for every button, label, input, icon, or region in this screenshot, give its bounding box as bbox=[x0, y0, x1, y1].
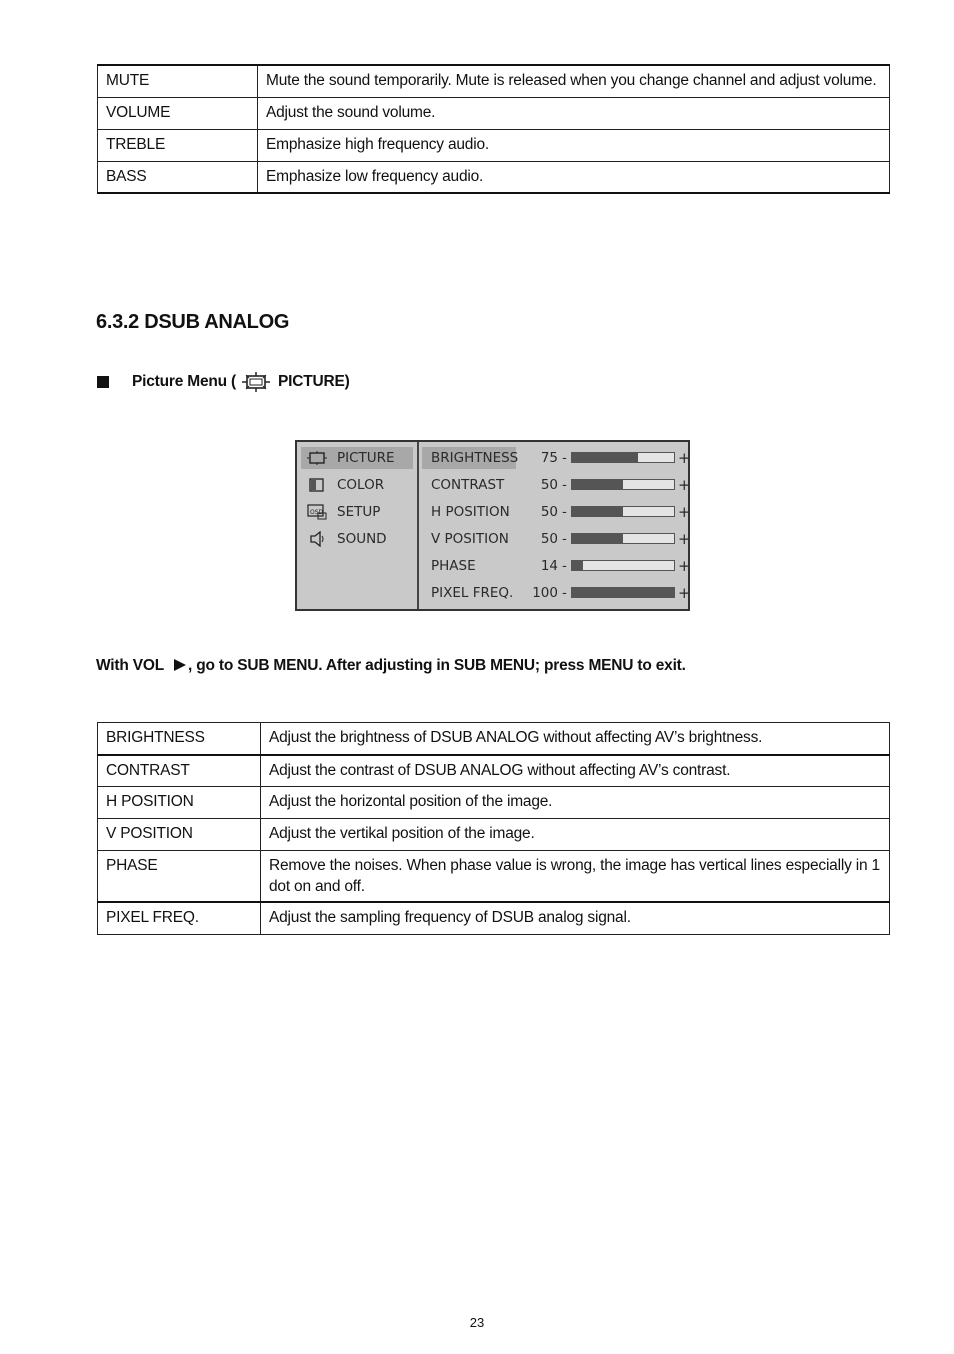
bullet-square-icon bbox=[97, 376, 109, 388]
speaker-icon bbox=[307, 531, 327, 547]
osd-menu-item-picture[interactable] bbox=[301, 447, 413, 469]
setting-description: Emphasize high frequency audio. bbox=[258, 129, 890, 161]
picture-menu-bullet bbox=[97, 372, 350, 392]
osd-row-contrast[interactable] bbox=[421, 474, 689, 496]
setting-name: BRIGHTNESS bbox=[98, 723, 261, 755]
setting-description: Remove the noises. When phase value is wrong, the image has vertical lines especially in 1 dot on and off. bbox=[261, 851, 890, 903]
level-bar[interactable] bbox=[571, 479, 675, 490]
table-row bbox=[98, 129, 890, 161]
instruction-text bbox=[96, 657, 686, 675]
setting-description: Mute the sound temporarily. Mute is released when you change channel and adjust volume. bbox=[258, 65, 890, 97]
osd-row-label: PIXEL FREQ. bbox=[431, 585, 514, 601]
level-bar[interactable] bbox=[571, 533, 675, 544]
setting-description: Adjust the horizontal position of the image. bbox=[261, 787, 890, 819]
level-bar[interactable] bbox=[571, 452, 675, 463]
bullet-text-prefix: Picture Menu ( bbox=[132, 373, 236, 390]
osd-row-label: BRIGHTNESS bbox=[422, 447, 516, 469]
level-bar[interactable] bbox=[571, 560, 675, 571]
level-bar[interactable] bbox=[571, 506, 675, 517]
osd-menu-label: COLOR bbox=[337, 477, 385, 493]
setting-name: TREBLE bbox=[98, 129, 258, 161]
osd-row-label: H POSITION bbox=[431, 504, 510, 520]
osd-row-label: PHASE bbox=[431, 558, 476, 574]
bullet-text-suffix: PICTURE) bbox=[278, 373, 350, 390]
osd-menu-figure bbox=[295, 440, 690, 611]
setting-name: V POSITION bbox=[98, 819, 261, 851]
table-row bbox=[98, 161, 890, 193]
picture-icon bbox=[242, 372, 270, 392]
setting-description: Adjust the brightness of DSUB ANALOG without affecting AV’s brightness. bbox=[261, 723, 890, 755]
setting-name: H POSITION bbox=[98, 787, 261, 819]
osd-menu-label: SOUND bbox=[337, 531, 387, 547]
osd-row-value: 14 bbox=[540, 558, 558, 574]
osd-menu-item-setup[interactable] bbox=[301, 501, 413, 523]
picture-settings-table bbox=[97, 722, 890, 935]
osd-row-value: 50 bbox=[540, 477, 558, 493]
picture-icon bbox=[307, 450, 327, 466]
minus-icon: - bbox=[562, 558, 567, 574]
setting-description: Adjust the sound volume. bbox=[258, 97, 890, 129]
osd-menu-item-sound[interactable] bbox=[301, 528, 413, 550]
osd-menu-label: SETUP bbox=[337, 504, 381, 520]
osd-row-pixel-freq[interactable] bbox=[421, 582, 689, 604]
level-bar-fill bbox=[572, 588, 674, 597]
level-bar-fill bbox=[572, 507, 623, 516]
level-bar-fill bbox=[572, 480, 623, 489]
table-row bbox=[98, 65, 890, 97]
osd-row-value: 50 bbox=[540, 531, 558, 547]
setting-description: Adjust the contrast of DSUB ANALOG without affecting AV’s contrast. bbox=[261, 755, 890, 787]
plus-icon: + bbox=[678, 449, 691, 467]
setting-name: CONTRAST bbox=[98, 755, 261, 787]
setting-description: Adjust the vertikal position of the image. bbox=[261, 819, 890, 851]
color-icon bbox=[307, 477, 327, 493]
osd-menu-label: PICTURE bbox=[337, 450, 395, 466]
sound-settings-table bbox=[97, 64, 890, 194]
page-number: 23 bbox=[469, 1315, 485, 1330]
section-title: 6.3.2 DSUB ANALOG bbox=[96, 311, 290, 333]
osd-row-label: V POSITION bbox=[431, 531, 509, 547]
plus-icon: + bbox=[678, 584, 691, 602]
table-row bbox=[98, 97, 890, 129]
setting-description: Adjust the sampling frequency of DSUB analog signal. bbox=[261, 902, 890, 934]
instruction-suffix: , go to SUB MENU. After adjusting in SUB MENU; press MENU to exit. bbox=[188, 657, 686, 674]
osd-divider bbox=[417, 442, 419, 609]
level-bar-fill bbox=[572, 453, 638, 462]
setting-name: PHASE bbox=[98, 851, 261, 903]
osd-row-label: CONTRAST bbox=[431, 477, 505, 493]
minus-icon: - bbox=[562, 504, 567, 520]
plus-icon: + bbox=[678, 476, 691, 494]
instruction-prefix: With VOL bbox=[96, 657, 164, 674]
table-row bbox=[98, 851, 890, 903]
plus-icon: + bbox=[678, 530, 691, 548]
table-row bbox=[98, 755, 890, 787]
minus-icon: - bbox=[562, 477, 567, 493]
level-bar-fill bbox=[572, 534, 623, 543]
minus-icon: - bbox=[562, 585, 567, 601]
level-bar-fill bbox=[572, 561, 583, 570]
osd-row-h-position[interactable] bbox=[421, 501, 689, 523]
osd-row-value: 50 bbox=[540, 504, 558, 520]
svg-text:OSD: OSD bbox=[310, 509, 324, 516]
minus-icon: - bbox=[562, 450, 567, 466]
setting-name: VOLUME bbox=[98, 97, 258, 129]
osd-row-brightness[interactable] bbox=[421, 447, 689, 469]
setting-name: BASS bbox=[98, 161, 258, 193]
setting-name: PIXEL FREQ. bbox=[98, 902, 261, 934]
setting-name: MUTE bbox=[98, 65, 258, 97]
table-row bbox=[98, 787, 890, 819]
setup-osd-icon bbox=[307, 504, 327, 520]
table-row bbox=[98, 723, 890, 755]
table-row bbox=[98, 819, 890, 851]
osd-row-value: 75 bbox=[540, 450, 558, 466]
osd-row-v-position[interactable] bbox=[421, 528, 689, 550]
osd-row-phase[interactable] bbox=[421, 555, 689, 577]
plus-icon: + bbox=[678, 503, 691, 521]
osd-menu-item-color[interactable] bbox=[301, 474, 413, 496]
plus-icon: + bbox=[678, 557, 691, 575]
minus-icon: - bbox=[562, 531, 567, 547]
level-bar[interactable] bbox=[571, 587, 675, 598]
right-arrow-icon bbox=[174, 659, 186, 671]
table-row bbox=[98, 902, 890, 934]
osd-row-value: 100 bbox=[532, 585, 558, 601]
setting-description: Emphasize low frequency audio. bbox=[258, 161, 890, 193]
